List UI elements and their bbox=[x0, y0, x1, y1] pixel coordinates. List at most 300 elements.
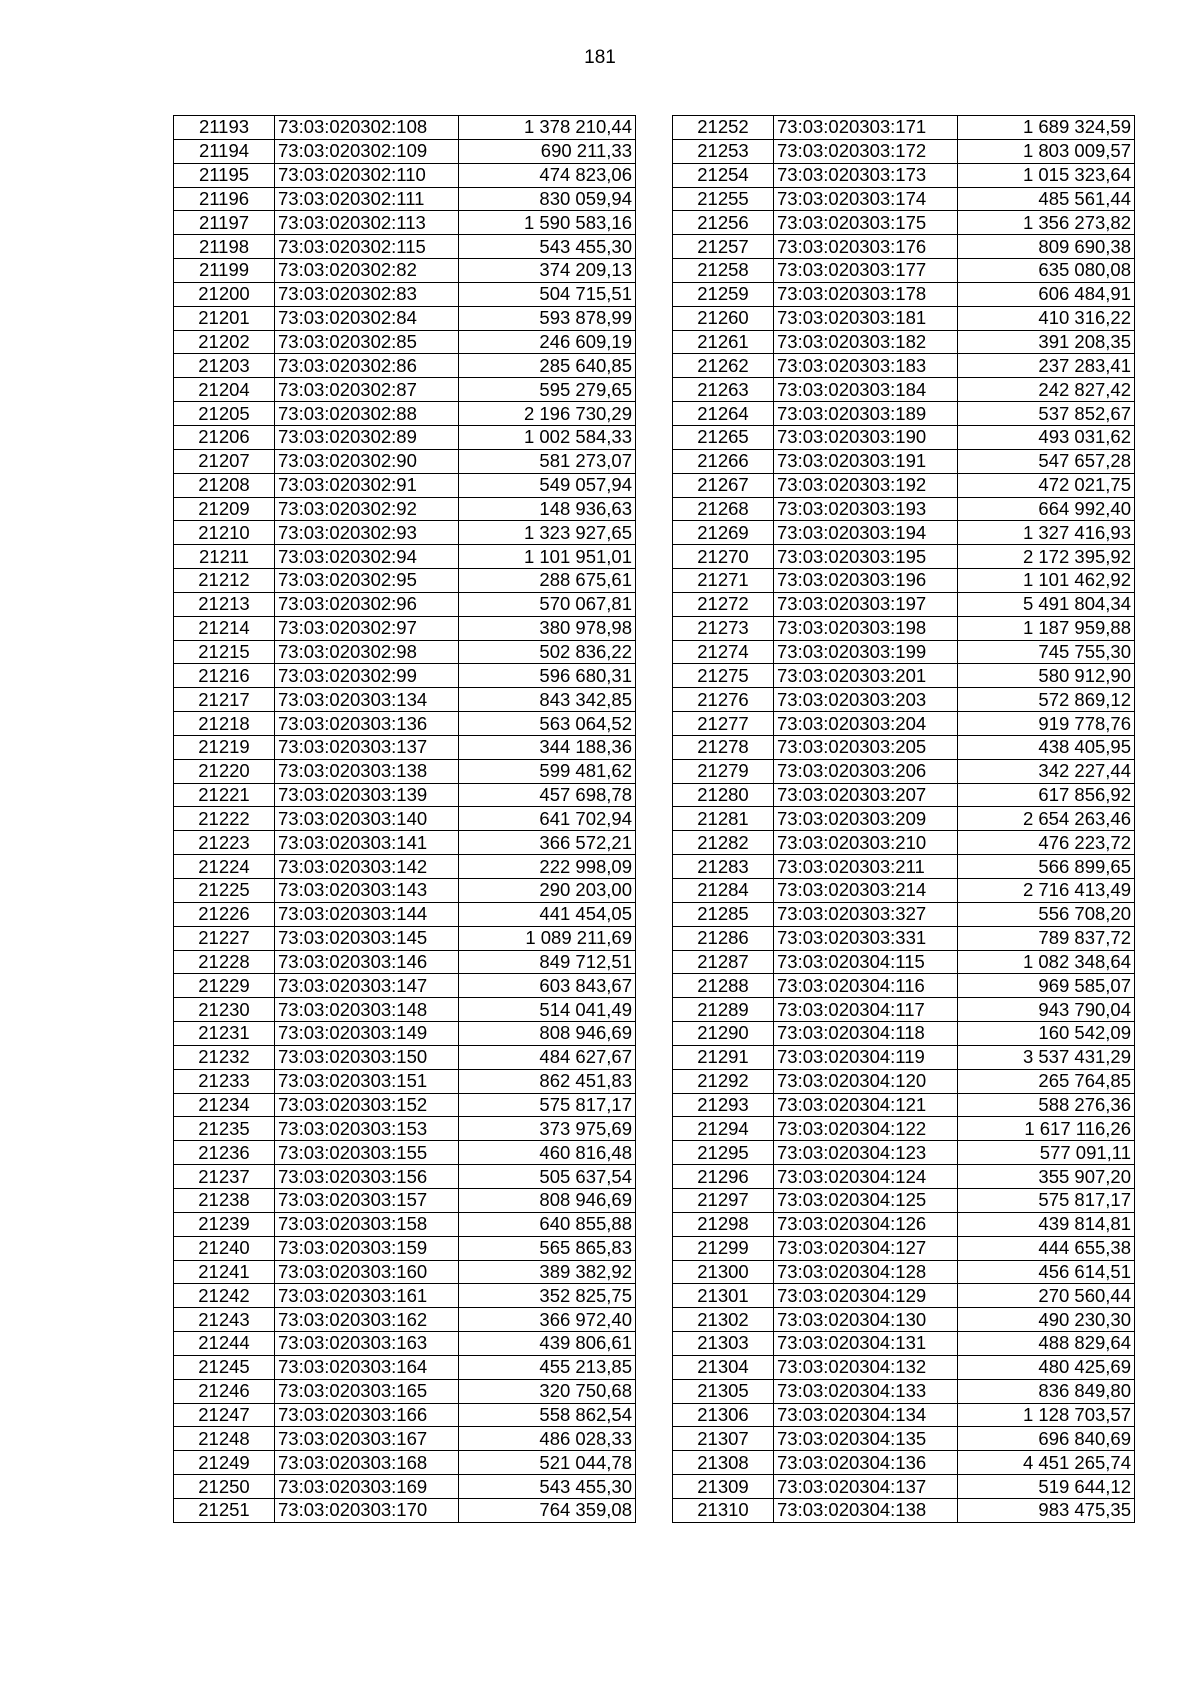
value-cell: 355 907,20 bbox=[958, 1165, 1135, 1189]
row-number-cell: 21225 bbox=[174, 879, 275, 903]
table-row bbox=[174, 211, 636, 235]
value-cell: 745 755,30 bbox=[958, 640, 1135, 664]
row-number-cell: 21271 bbox=[673, 569, 774, 593]
value-cell: 1 617 116,26 bbox=[958, 1117, 1135, 1141]
cadastral-number-cell: 73:03:020303:172 bbox=[774, 139, 958, 163]
row-number-cell: 21194 bbox=[174, 139, 275, 163]
cadastral-number-cell: 73:03:020303:204 bbox=[774, 712, 958, 736]
value-cell: 580 912,90 bbox=[958, 664, 1135, 688]
table-row bbox=[673, 1403, 1135, 1427]
value-cell: 764 359,08 bbox=[459, 1498, 636, 1522]
table-row bbox=[673, 139, 1135, 163]
value-cell: 696 840,69 bbox=[958, 1427, 1135, 1451]
value-cell: 488 829,64 bbox=[958, 1332, 1135, 1356]
cadastral-number-cell: 73:03:020303:195 bbox=[774, 545, 958, 569]
row-number-cell: 21210 bbox=[174, 521, 275, 545]
cadastral-number-cell: 73:03:020302:115 bbox=[275, 235, 459, 259]
value-cell: 640 855,88 bbox=[459, 1212, 636, 1236]
row-number-cell: 21251 bbox=[174, 1498, 275, 1522]
value-cell: 504 715,51 bbox=[459, 282, 636, 306]
table-row bbox=[174, 1069, 636, 1093]
cadastral-number-cell: 73:03:020303:327 bbox=[774, 902, 958, 926]
value-cell: 565 865,83 bbox=[459, 1236, 636, 1260]
value-cell: 595 279,65 bbox=[459, 378, 636, 402]
table-row bbox=[174, 235, 636, 259]
cadastral-number-cell: 73:03:020304:124 bbox=[774, 1165, 958, 1189]
cadastral-number-cell: 73:03:020303:164 bbox=[275, 1355, 459, 1379]
table-row bbox=[174, 521, 636, 545]
cadastral-number-cell: 73:03:020303:183 bbox=[774, 354, 958, 378]
cadastral-number-cell: 73:03:020303:209 bbox=[774, 807, 958, 831]
row-number-cell: 21257 bbox=[673, 235, 774, 259]
cadastral-number-cell: 73:03:020303:166 bbox=[275, 1403, 459, 1427]
row-number-cell: 21291 bbox=[673, 1045, 774, 1069]
value-cell: 514 041,49 bbox=[459, 998, 636, 1022]
row-number-cell: 21267 bbox=[673, 473, 774, 497]
cadastral-number-cell: 73:03:020303:191 bbox=[774, 449, 958, 473]
value-cell: 2 172 395,92 bbox=[958, 545, 1135, 569]
value-cell: 410 316,22 bbox=[958, 306, 1135, 330]
row-number-cell: 21241 bbox=[174, 1260, 275, 1284]
row-number-cell: 21250 bbox=[174, 1475, 275, 1499]
row-number-cell: 21300 bbox=[673, 1260, 774, 1284]
table-row bbox=[673, 1236, 1135, 1260]
value-cell: 480 425,69 bbox=[958, 1355, 1135, 1379]
value-cell: 342 227,44 bbox=[958, 759, 1135, 783]
cadastral-number-cell: 73:03:020303:170 bbox=[275, 1498, 459, 1522]
table-row bbox=[174, 640, 636, 664]
value-cell: 290 203,00 bbox=[459, 879, 636, 903]
row-number-cell: 21206 bbox=[174, 425, 275, 449]
row-number-cell: 21292 bbox=[673, 1069, 774, 1093]
cadastral-number-cell: 73:03:020303:331 bbox=[774, 926, 958, 950]
row-number-cell: 21305 bbox=[673, 1379, 774, 1403]
value-cell: 521 044,78 bbox=[459, 1451, 636, 1475]
value-cell: 606 484,91 bbox=[958, 282, 1135, 306]
cadastral-number-cell: 73:03:020304:132 bbox=[774, 1355, 958, 1379]
value-cell: 690 211,33 bbox=[459, 139, 636, 163]
table-row bbox=[673, 998, 1135, 1022]
row-number-cell: 21246 bbox=[174, 1379, 275, 1403]
cadastral-number-cell: 73:03:020303:184 bbox=[774, 378, 958, 402]
table-row bbox=[174, 1379, 636, 1403]
cadastral-number-cell: 73:03:020302:99 bbox=[275, 664, 459, 688]
cadastral-number-cell: 73:03:020304:120 bbox=[774, 1069, 958, 1093]
row-number-cell: 21200 bbox=[174, 282, 275, 306]
cadastral-number-cell: 73:03:020303:139 bbox=[275, 783, 459, 807]
row-number-cell: 21204 bbox=[174, 378, 275, 402]
cadastral-number-cell: 73:03:020303:152 bbox=[275, 1093, 459, 1117]
row-number-cell: 21196 bbox=[174, 187, 275, 211]
value-cell: 1 187 959,88 bbox=[958, 616, 1135, 640]
table-row bbox=[174, 879, 636, 903]
row-number-cell: 21301 bbox=[673, 1284, 774, 1308]
table-row bbox=[673, 521, 1135, 545]
table-row bbox=[673, 1117, 1135, 1141]
row-number-cell: 21296 bbox=[673, 1165, 774, 1189]
value-cell: 320 750,68 bbox=[459, 1379, 636, 1403]
value-cell: 502 836,22 bbox=[459, 640, 636, 664]
table-row bbox=[174, 1260, 636, 1284]
cadastral-number-cell: 73:03:020303:178 bbox=[774, 282, 958, 306]
value-cell: 581 273,07 bbox=[459, 449, 636, 473]
table-row bbox=[174, 1093, 636, 1117]
row-number-cell: 21224 bbox=[174, 855, 275, 879]
row-number-cell: 21211 bbox=[174, 545, 275, 569]
row-number-cell: 21274 bbox=[673, 640, 774, 664]
cadastral-number-cell: 73:03:020303:173 bbox=[774, 163, 958, 187]
cadastral-number-cell: 73:03:020304:133 bbox=[774, 1379, 958, 1403]
cadastral-number-cell: 73:03:020304:135 bbox=[774, 1427, 958, 1451]
value-cell: 476 223,72 bbox=[958, 831, 1135, 855]
row-number-cell: 21212 bbox=[174, 569, 275, 593]
row-number-cell: 21197 bbox=[174, 211, 275, 235]
table-row bbox=[174, 902, 636, 926]
value-cell: 919 778,76 bbox=[958, 712, 1135, 736]
left-table-body bbox=[174, 116, 636, 1523]
cadastral-number-cell: 73:03:020303:210 bbox=[774, 831, 958, 855]
cadastral-number-cell: 73:03:020302:113 bbox=[275, 211, 459, 235]
table-row bbox=[174, 926, 636, 950]
cadastral-number-cell: 73:03:020303:198 bbox=[774, 616, 958, 640]
table-row bbox=[673, 116, 1135, 140]
table-row bbox=[673, 688, 1135, 712]
cadastral-number-cell: 73:03:020304:137 bbox=[774, 1475, 958, 1499]
cadastral-number-cell: 73:03:020302:95 bbox=[275, 569, 459, 593]
cadastral-number-cell: 73:03:020303:149 bbox=[275, 1022, 459, 1046]
table-row bbox=[673, 1355, 1135, 1379]
value-cell: 1 101 951,01 bbox=[459, 545, 636, 569]
cadastral-number-cell: 73:03:020303:153 bbox=[275, 1117, 459, 1141]
row-number-cell: 21218 bbox=[174, 712, 275, 736]
table-row bbox=[174, 1355, 636, 1379]
value-cell: 456 614,51 bbox=[958, 1260, 1135, 1284]
value-cell: 457 698,78 bbox=[459, 783, 636, 807]
table-row bbox=[174, 139, 636, 163]
row-number-cell: 21310 bbox=[673, 1498, 774, 1522]
cadastral-number-cell: 73:03:020303:141 bbox=[275, 831, 459, 855]
cadastral-number-cell: 73:03:020302:110 bbox=[275, 163, 459, 187]
cadastral-number-cell: 73:03:020302:94 bbox=[275, 545, 459, 569]
row-number-cell: 21302 bbox=[673, 1308, 774, 1332]
table-row bbox=[673, 926, 1135, 950]
row-number-cell: 21252 bbox=[673, 116, 774, 140]
row-number-cell: 21239 bbox=[174, 1212, 275, 1236]
cadastral-number-cell: 73:03:020304:127 bbox=[774, 1236, 958, 1260]
value-cell: 664 992,40 bbox=[958, 497, 1135, 521]
cadastral-number-cell: 73:03:020303:165 bbox=[275, 1379, 459, 1403]
row-number-cell: 21215 bbox=[174, 640, 275, 664]
row-number-cell: 21193 bbox=[174, 116, 275, 140]
value-cell: 943 790,04 bbox=[958, 998, 1135, 1022]
row-number-cell: 21247 bbox=[174, 1403, 275, 1427]
cadastral-number-cell: 73:03:020304:121 bbox=[774, 1093, 958, 1117]
cadastral-number-cell: 73:03:020302:90 bbox=[275, 449, 459, 473]
table-row bbox=[673, 259, 1135, 283]
cadastral-number-cell: 73:03:020304:123 bbox=[774, 1141, 958, 1165]
row-number-cell: 21220 bbox=[174, 759, 275, 783]
value-cell: 789 837,72 bbox=[958, 926, 1135, 950]
cadastral-number-cell: 73:03:020304:118 bbox=[774, 1022, 958, 1046]
table-row bbox=[174, 688, 636, 712]
value-cell: 237 283,41 bbox=[958, 354, 1135, 378]
table-row bbox=[673, 163, 1135, 187]
table-row bbox=[174, 759, 636, 783]
table-row bbox=[673, 1427, 1135, 1451]
row-number-cell: 21284 bbox=[673, 879, 774, 903]
value-cell: 1 101 462,92 bbox=[958, 569, 1135, 593]
row-number-cell: 21231 bbox=[174, 1022, 275, 1046]
value-cell: 484 627,67 bbox=[459, 1045, 636, 1069]
table-row bbox=[174, 1188, 636, 1212]
cadastral-number-cell: 73:03:020304:131 bbox=[774, 1332, 958, 1356]
table-row bbox=[673, 1141, 1135, 1165]
row-number-cell: 21237 bbox=[174, 1165, 275, 1189]
table-row bbox=[673, 187, 1135, 211]
cadastral-number-cell: 73:03:020303:189 bbox=[774, 402, 958, 426]
cadastral-number-cell: 73:03:020303:160 bbox=[275, 1260, 459, 1284]
table-row bbox=[174, 259, 636, 283]
cadastral-number-cell: 73:03:020302:83 bbox=[275, 282, 459, 306]
cadastral-number-cell: 73:03:020302:92 bbox=[275, 497, 459, 521]
cadastral-number-cell: 73:03:020302:86 bbox=[275, 354, 459, 378]
table-row bbox=[673, 425, 1135, 449]
row-number-cell: 21293 bbox=[673, 1093, 774, 1117]
value-cell: 808 946,69 bbox=[459, 1022, 636, 1046]
cadastral-number-cell: 73:03:020303:150 bbox=[275, 1045, 459, 1069]
table-row bbox=[673, 664, 1135, 688]
value-cell: 486 028,33 bbox=[459, 1427, 636, 1451]
value-cell: 246 609,19 bbox=[459, 330, 636, 354]
row-number-cell: 21258 bbox=[673, 259, 774, 283]
table-row bbox=[174, 1308, 636, 1332]
value-cell: 472 021,75 bbox=[958, 473, 1135, 497]
value-cell: 366 972,40 bbox=[459, 1308, 636, 1332]
value-cell: 537 852,67 bbox=[958, 402, 1135, 426]
row-number-cell: 21280 bbox=[673, 783, 774, 807]
cadastral-number-cell: 73:03:020303:193 bbox=[774, 497, 958, 521]
cadastral-number-cell: 73:03:020303:206 bbox=[774, 759, 958, 783]
value-cell: 374 209,13 bbox=[459, 259, 636, 283]
cadastral-number-cell: 73:03:020304:136 bbox=[774, 1451, 958, 1475]
row-number-cell: 21256 bbox=[673, 211, 774, 235]
table-row bbox=[174, 473, 636, 497]
cadastral-number-cell: 73:03:020303:148 bbox=[275, 998, 459, 1022]
cadastral-number-cell: 73:03:020303:171 bbox=[774, 116, 958, 140]
cadastral-number-cell: 73:03:020303:137 bbox=[275, 735, 459, 759]
table-row bbox=[174, 545, 636, 569]
cadastral-number-cell: 73:03:020303:182 bbox=[774, 330, 958, 354]
value-cell: 490 230,30 bbox=[958, 1308, 1135, 1332]
row-number-cell: 21209 bbox=[174, 497, 275, 521]
row-number-cell: 21304 bbox=[673, 1355, 774, 1379]
cadastral-number-cell: 73:03:020302:91 bbox=[275, 473, 459, 497]
table-row bbox=[174, 1045, 636, 1069]
cadastral-number-cell: 73:03:020302:89 bbox=[275, 425, 459, 449]
value-cell: 641 702,94 bbox=[459, 807, 636, 831]
cadastral-number-cell: 73:03:020302:87 bbox=[275, 378, 459, 402]
cadastral-number-cell: 73:03:020303:201 bbox=[774, 664, 958, 688]
row-number-cell: 21298 bbox=[673, 1212, 774, 1236]
row-number-cell: 21226 bbox=[174, 902, 275, 926]
cadastral-number-cell: 73:03:020302:88 bbox=[275, 402, 459, 426]
row-number-cell: 21269 bbox=[673, 521, 774, 545]
table-row bbox=[673, 1022, 1135, 1046]
cadastral-number-cell: 73:03:020302:97 bbox=[275, 616, 459, 640]
table-row bbox=[174, 425, 636, 449]
value-cell: 380 978,98 bbox=[459, 616, 636, 640]
cadastral-number-cell: 73:03:020303:144 bbox=[275, 902, 459, 926]
row-number-cell: 21282 bbox=[673, 831, 774, 855]
row-number-cell: 21236 bbox=[174, 1141, 275, 1165]
value-cell: 575 817,17 bbox=[958, 1188, 1135, 1212]
row-number-cell: 21219 bbox=[174, 735, 275, 759]
value-cell: 549 057,94 bbox=[459, 473, 636, 497]
cadastral-number-cell: 73:03:020303:145 bbox=[275, 926, 459, 950]
value-cell: 2 654 263,46 bbox=[958, 807, 1135, 831]
table-row bbox=[174, 1165, 636, 1189]
table-row bbox=[673, 449, 1135, 473]
cadastral-number-cell: 73:03:020303:143 bbox=[275, 879, 459, 903]
value-cell: 366 572,21 bbox=[459, 831, 636, 855]
table-row bbox=[174, 354, 636, 378]
table-row bbox=[174, 378, 636, 402]
table-row bbox=[673, 783, 1135, 807]
row-number-cell: 21262 bbox=[673, 354, 774, 378]
value-cell: 558 862,54 bbox=[459, 1403, 636, 1427]
row-number-cell: 21238 bbox=[174, 1188, 275, 1212]
row-number-cell: 21294 bbox=[673, 1117, 774, 1141]
cadastral-number-cell: 73:03:020303:158 bbox=[275, 1212, 459, 1236]
cadastral-number-cell: 73:03:020303:155 bbox=[275, 1141, 459, 1165]
cadastral-number-cell: 73:03:020302:111 bbox=[275, 187, 459, 211]
cadastral-number-cell: 73:03:020303:134 bbox=[275, 688, 459, 712]
cadastral-number-cell: 73:03:020302:109 bbox=[275, 139, 459, 163]
cadastral-number-cell: 73:03:020302:82 bbox=[275, 259, 459, 283]
row-number-cell: 21276 bbox=[673, 688, 774, 712]
value-cell: 373 975,69 bbox=[459, 1117, 636, 1141]
row-number-cell: 21289 bbox=[673, 998, 774, 1022]
table-row bbox=[673, 735, 1135, 759]
table-row bbox=[673, 545, 1135, 569]
table-row bbox=[174, 1284, 636, 1308]
value-cell: 836 849,80 bbox=[958, 1379, 1135, 1403]
row-number-cell: 21295 bbox=[673, 1141, 774, 1165]
table-row bbox=[673, 354, 1135, 378]
cadastral-number-cell: 73:03:020303:207 bbox=[774, 783, 958, 807]
cadastral-number-cell: 73:03:020303:157 bbox=[275, 1188, 459, 1212]
table-row bbox=[174, 998, 636, 1022]
value-cell: 599 481,62 bbox=[459, 759, 636, 783]
cadastral-number-cell: 73:03:020303:199 bbox=[774, 640, 958, 664]
value-cell: 566 899,65 bbox=[958, 855, 1135, 879]
table-row bbox=[673, 497, 1135, 521]
table-row bbox=[673, 1475, 1135, 1499]
value-cell: 543 455,30 bbox=[459, 1475, 636, 1499]
value-cell: 485 561,44 bbox=[958, 187, 1135, 211]
table-row bbox=[673, 1284, 1135, 1308]
right-table bbox=[672, 115, 1135, 1523]
row-number-cell: 21268 bbox=[673, 497, 774, 521]
row-number-cell: 21214 bbox=[174, 616, 275, 640]
table-row bbox=[673, 807, 1135, 831]
value-cell: 593 878,99 bbox=[459, 306, 636, 330]
cadastral-number-cell: 73:03:020304:128 bbox=[774, 1260, 958, 1284]
value-cell: 1 082 348,64 bbox=[958, 950, 1135, 974]
row-number-cell: 21245 bbox=[174, 1355, 275, 1379]
row-number-cell: 21270 bbox=[673, 545, 774, 569]
value-cell: 3 537 431,29 bbox=[958, 1045, 1135, 1069]
table-row bbox=[673, 974, 1135, 998]
value-cell: 1 128 703,57 bbox=[958, 1403, 1135, 1427]
table-row bbox=[673, 902, 1135, 926]
row-number-cell: 21216 bbox=[174, 664, 275, 688]
table-row bbox=[174, 1212, 636, 1236]
row-number-cell: 21223 bbox=[174, 831, 275, 855]
cadastral-number-cell: 73:03:020303:163 bbox=[275, 1332, 459, 1356]
cadastral-number-cell: 73:03:020303:156 bbox=[275, 1165, 459, 1189]
value-cell: 577 091,11 bbox=[958, 1141, 1135, 1165]
value-cell: 1 378 210,44 bbox=[459, 116, 636, 140]
table-row bbox=[174, 306, 636, 330]
row-number-cell: 21306 bbox=[673, 1403, 774, 1427]
row-number-cell: 21240 bbox=[174, 1236, 275, 1260]
cadastral-number-cell: 73:03:020303:177 bbox=[774, 259, 958, 283]
row-number-cell: 21308 bbox=[673, 1451, 774, 1475]
value-cell: 4 451 265,74 bbox=[958, 1451, 1135, 1475]
left-table bbox=[173, 115, 636, 1523]
cadastral-number-cell: 73:03:020304:122 bbox=[774, 1117, 958, 1141]
value-cell: 288 675,61 bbox=[459, 569, 636, 593]
table-row bbox=[174, 974, 636, 998]
table-row bbox=[174, 330, 636, 354]
value-cell: 808 946,69 bbox=[459, 1188, 636, 1212]
cadastral-number-cell: 73:03:020303:192 bbox=[774, 473, 958, 497]
row-number-cell: 21261 bbox=[673, 330, 774, 354]
value-cell: 2 716 413,49 bbox=[958, 879, 1135, 903]
cadastral-number-cell: 73:03:020303:174 bbox=[774, 187, 958, 211]
table-row bbox=[174, 1022, 636, 1046]
cadastral-number-cell: 73:03:020304:116 bbox=[774, 974, 958, 998]
table-row bbox=[673, 1332, 1135, 1356]
row-number-cell: 21221 bbox=[174, 783, 275, 807]
cadastral-number-cell: 73:03:020302:84 bbox=[275, 306, 459, 330]
table-row bbox=[174, 1427, 636, 1451]
value-cell: 830 059,94 bbox=[459, 187, 636, 211]
row-number-cell: 21222 bbox=[174, 807, 275, 831]
value-cell: 344 188,36 bbox=[459, 735, 636, 759]
value-cell: 1 089 211,69 bbox=[459, 926, 636, 950]
table-row bbox=[673, 1498, 1135, 1522]
value-cell: 455 213,85 bbox=[459, 1355, 636, 1379]
row-number-cell: 21199 bbox=[174, 259, 275, 283]
row-number-cell: 21213 bbox=[174, 592, 275, 616]
table-row bbox=[174, 1475, 636, 1499]
value-cell: 556 708,20 bbox=[958, 902, 1135, 926]
row-number-cell: 21275 bbox=[673, 664, 774, 688]
value-cell: 242 827,42 bbox=[958, 378, 1135, 402]
cadastral-number-cell: 73:03:020303:146 bbox=[275, 950, 459, 974]
row-number-cell: 21273 bbox=[673, 616, 774, 640]
table-row bbox=[174, 1451, 636, 1475]
table-row bbox=[673, 1451, 1135, 1475]
value-cell: 635 080,08 bbox=[958, 259, 1135, 283]
cadastral-number-cell: 73:03:020304:126 bbox=[774, 1212, 958, 1236]
table-row bbox=[174, 712, 636, 736]
cadastral-number-cell: 73:03:020303:211 bbox=[774, 855, 958, 879]
table-row bbox=[673, 1165, 1135, 1189]
value-cell: 1 002 584,33 bbox=[459, 425, 636, 449]
